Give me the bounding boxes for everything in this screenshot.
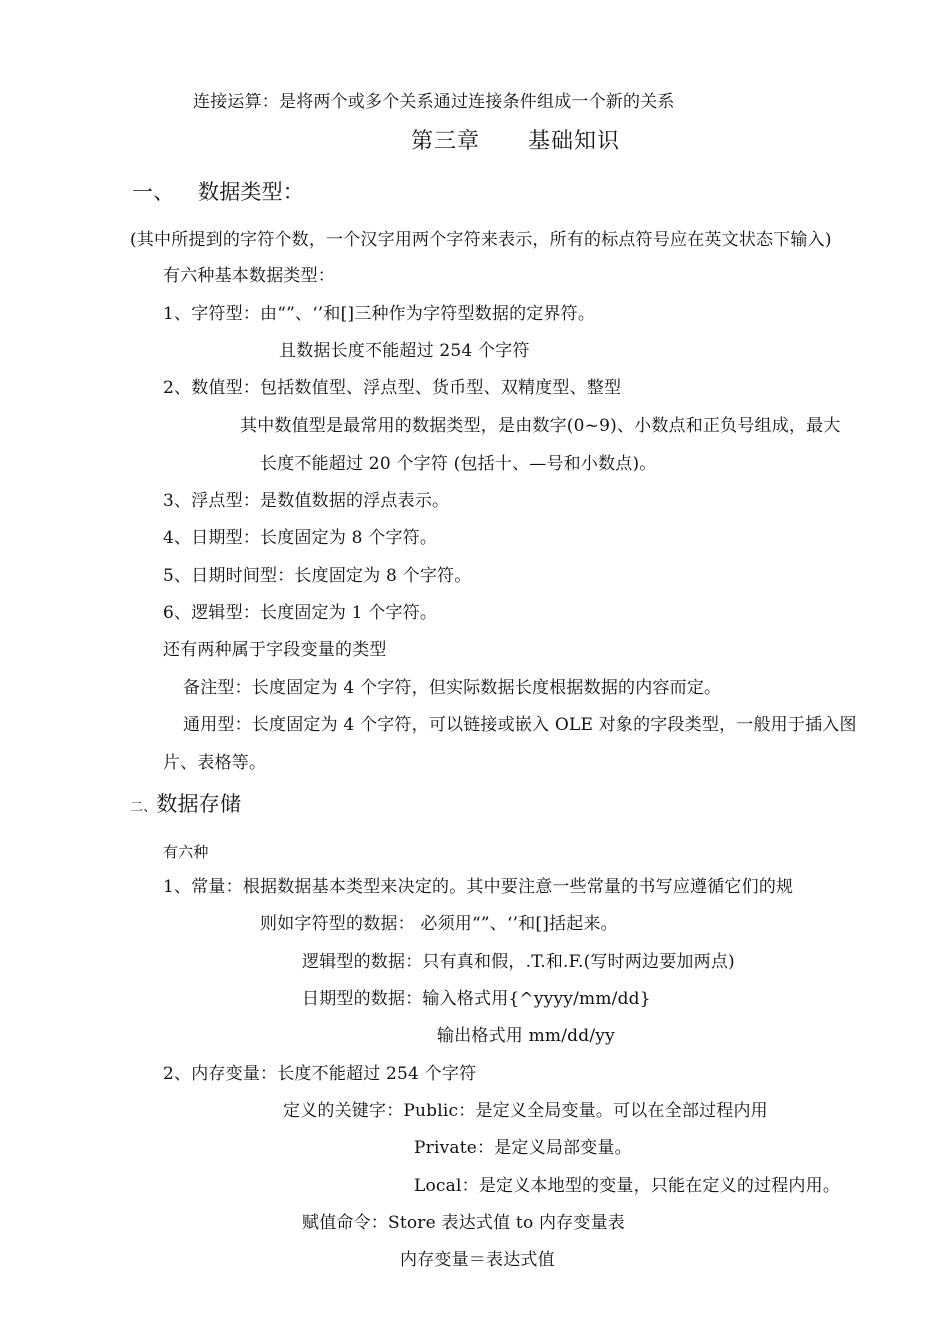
- chapter-number: 第三章: [411, 129, 481, 154]
- join-operation-line: 连接运算：是将两个或多个关系通过连接条件组成一个新的关系: [193, 92, 675, 112]
- assign-equals-command: 内存变量＝表达式值: [400, 1250, 555, 1270]
- section-1-heading: [132, 178, 304, 206]
- constant-date-output: 输出格式用 mm/dd/yy: [437, 1026, 615, 1046]
- constant-item: 1、常量：根据数据基本类型来决定的。其中要注意一些常量的书写应遵循它们的规: [163, 877, 794, 897]
- section-1-title: 数据类型：: [198, 180, 304, 204]
- keyword-private: Private：是定义局部变量。: [414, 1138, 632, 1158]
- section-1-number: 一、: [132, 180, 175, 204]
- type-2-numeric: 2、数值型：包括数值型、浮点型、货币型、双精度型、整型: [163, 378, 622, 398]
- general-type-cont: 片、表格等。: [163, 753, 267, 773]
- keyword-local: Local：是定义本地型的变量，只能在定义的过程内用。: [414, 1176, 841, 1196]
- note-paragraph: (其中所提到的字符个数，一个汉字用两个字符来表示，所有的标点符号应在英文状态下输入): [130, 230, 832, 250]
- constant-logical-rule: 逻辑型的数据：只有真和假，.T.和.F.(写时两边要加两点): [302, 952, 735, 972]
- type-2-detail: 其中数值型是最常用的数据类型，是由数字(0~9)、小数点和正负号组成，最大: [240, 416, 841, 436]
- type-5-datetime: 5、日期时间型：长度固定为 8 个字符。: [163, 566, 472, 586]
- general-type: 通用型：长度固定为 4 个字符，可以链接或嵌入 OLE 对象的字段类型，一般用于插入图: [183, 715, 857, 735]
- section-2-number: 二、: [130, 800, 157, 815]
- six-types-intro: 有六种基本数据类型：: [163, 266, 335, 286]
- type-1-length: 且数据长度不能超过 254 个字符: [279, 341, 530, 361]
- chapter-title: [411, 128, 620, 156]
- assign-store-command: 赋值命令：Store 表达式值 to 内存变量表: [302, 1213, 625, 1233]
- type-3-float: 3、浮点型：是数值数据的浮点表示。: [163, 491, 450, 511]
- type-1-character: 1、字符型：由“”、‘’和[]三种作为字符型数据的定界符。: [163, 304, 596, 324]
- type-2-length: 长度不能超过 20 个字符 (包括十、—号和小数点)。: [260, 454, 657, 474]
- chapter-name: 基础知识: [528, 129, 621, 154]
- type-6-logical: 6、逻辑型：长度固定为 1 个字符。: [163, 603, 438, 623]
- type-4-date: 4、日期型：长度固定为 8 个字符。: [163, 528, 438, 548]
- memory-variable-item: 2、内存变量：长度不能超过 254 个字符: [163, 1064, 477, 1084]
- six-kinds: 有六种: [163, 843, 209, 861]
- field-types-intro: 还有两种属于字段变量的类型: [163, 640, 387, 660]
- memo-type: 备注型：长度固定为 4 个字符，但实际数据长度根据数据的内容而定。: [183, 678, 722, 698]
- section-2-title: 数据存储: [156, 792, 242, 816]
- constant-string-rule: 则如字符型的数据： 必须用“”、‘’和[]括起来。: [260, 914, 618, 934]
- keyword-public: 定义的关键字：Public：是定义全局变量。可以在全部过程内用: [283, 1101, 768, 1121]
- section-2-heading: [130, 790, 241, 822]
- constant-date-input: 日期型的数据：输入格式用{^yyyy/mm/dd}: [302, 989, 651, 1009]
